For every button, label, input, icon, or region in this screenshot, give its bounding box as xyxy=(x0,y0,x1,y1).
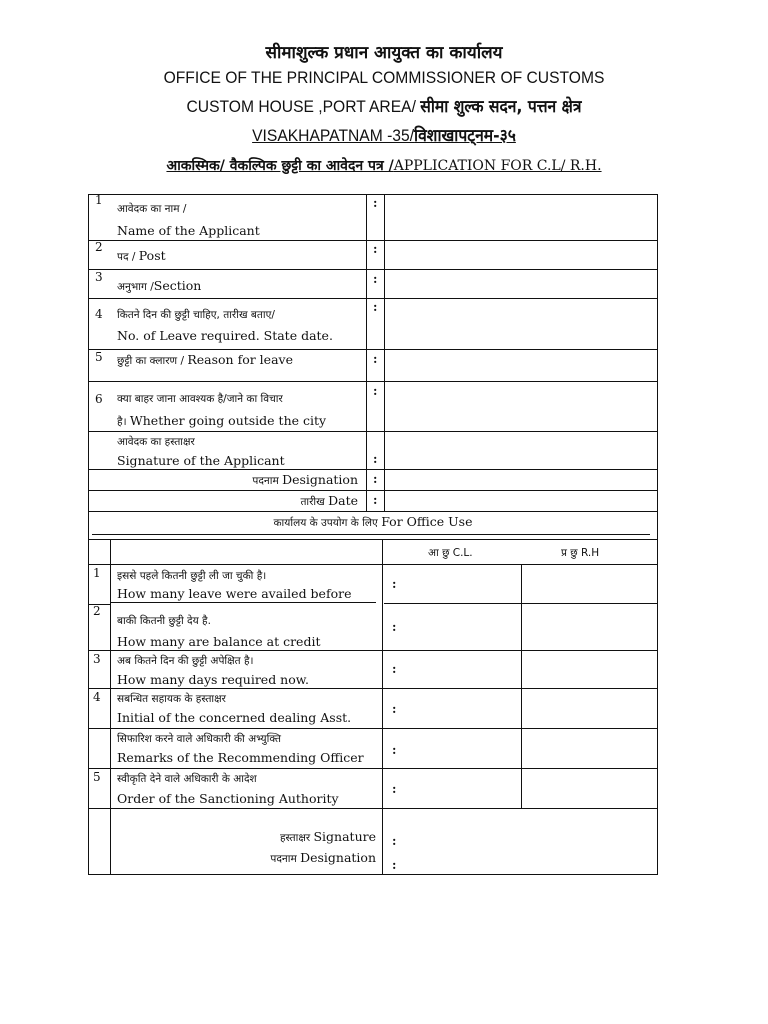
table-border xyxy=(88,539,89,875)
row-divider xyxy=(88,688,658,689)
colon: : xyxy=(373,300,378,314)
table-border xyxy=(657,539,658,875)
field-label-hindi: स्वीकृति देने वाले अधिकारी के आदेश xyxy=(117,773,257,785)
colon: : xyxy=(373,272,378,286)
field-label-hindi: पद / xyxy=(117,251,139,263)
row-number: 5 xyxy=(93,770,101,784)
recommending-cl-value[interactable] xyxy=(400,730,520,767)
field-label-hindi: तारीख xyxy=(300,496,329,508)
field-label-hindi-suffix: है। xyxy=(117,416,130,428)
row-divider xyxy=(110,602,376,603)
column-divider xyxy=(110,539,111,875)
field-label-hindi: आवेदक का हस्ताक्षर xyxy=(117,436,195,448)
leave-availed-cl-value[interactable] xyxy=(400,566,520,602)
table-border xyxy=(88,539,658,540)
row-divider xyxy=(88,381,658,382)
table-border xyxy=(657,194,658,540)
row-divider xyxy=(88,240,658,241)
column-divider xyxy=(366,194,367,511)
form-title-hindi: आकस्मिक/ वैकल्पिक छुट्टी का आवेदन पत्र / xyxy=(166,158,394,174)
field-label-hindi: हस्ताक्षर xyxy=(279,832,314,844)
table-border xyxy=(88,874,658,875)
form-title xyxy=(0,156,768,175)
date-value[interactable] xyxy=(386,492,656,510)
colon: : xyxy=(373,196,378,210)
row-number: 3 xyxy=(95,270,103,284)
office-address xyxy=(31,94,738,117)
office-city xyxy=(31,123,738,146)
form-title-english: APPLICATION FOR C.L/ R.H. xyxy=(393,158,602,174)
row-divider xyxy=(88,728,658,729)
column-header-cl-hindi: आ छु C.L. xyxy=(428,547,473,559)
field-label-designation: Designation xyxy=(282,472,358,487)
address-hindi: सीमा शुल्क सदन, पत्तन क्षेत्र xyxy=(420,97,582,117)
colon: : xyxy=(392,858,397,872)
field-label-recommending-officer: Remarks of the Recommending Officer xyxy=(117,750,364,765)
row-divider xyxy=(88,564,658,565)
section-value[interactable] xyxy=(386,271,656,297)
row-number: 5 xyxy=(95,350,103,364)
row-divider xyxy=(88,490,658,491)
row-number: 2 xyxy=(95,240,103,254)
field-label-leave-availed: How many leave were availed before xyxy=(117,586,352,601)
city-english: VISAKHAPATNAM -35/ xyxy=(252,126,415,145)
leave-availed-rh-value[interactable] xyxy=(523,566,656,602)
reason-value[interactable] xyxy=(386,351,656,380)
row-divider xyxy=(88,269,658,270)
field-label-officer-signature: Signature xyxy=(313,829,376,844)
office-title-english: OFFICE OF THE PRINCIPAL COMMISSIONER OF CUSTOMS xyxy=(163,68,605,87)
row-divider xyxy=(88,808,658,809)
sanctioning-cl-value[interactable] xyxy=(400,770,520,807)
officer-designation-value[interactable] xyxy=(400,847,656,871)
city-hindi: विशाखापट्नम-३५ xyxy=(414,126,516,146)
office-use-underline xyxy=(92,534,650,535)
column-header-rh-hindi: प्र छु R.H xyxy=(561,547,600,559)
colon: : xyxy=(373,242,378,256)
table-border xyxy=(88,194,89,540)
colon: : xyxy=(392,577,397,591)
field-label-officer-designation: Designation xyxy=(300,850,376,865)
colon: : xyxy=(392,702,397,716)
balance-credit-cl-value[interactable] xyxy=(400,605,520,649)
address-english: CUSTOM HOUSE ,PORT AREA/ xyxy=(186,97,421,116)
leave-required-value[interactable] xyxy=(386,300,656,348)
row-number: 4 xyxy=(95,307,103,321)
office-use-heading: For Office Use xyxy=(381,514,473,529)
officer-signature-value[interactable] xyxy=(400,820,656,844)
field-label-applicant-name: Name of the Applicant xyxy=(117,223,260,238)
field-label-hindi: आवेदक का नाम / xyxy=(117,203,187,215)
field-label-hindi: अब कितने दिन की छुट्टी अपेक्षित है। xyxy=(117,655,254,667)
post-value[interactable] xyxy=(386,242,656,268)
row-number: 4 xyxy=(93,690,101,704)
field-label-hindi: पदनाम xyxy=(252,475,283,487)
sanctioning-rh-value[interactable] xyxy=(523,770,656,807)
field-label-hindi: छुट्टी का क्लारण / xyxy=(117,355,188,367)
row-divider xyxy=(88,298,658,299)
row-divider xyxy=(88,469,658,470)
signature-value[interactable] xyxy=(386,433,656,468)
colon: : xyxy=(373,493,378,507)
table-border xyxy=(88,194,658,195)
dealing-asst-rh-value[interactable] xyxy=(523,690,656,727)
field-label-post: Post xyxy=(138,248,166,263)
row-divider xyxy=(88,650,658,651)
colon: : xyxy=(373,472,378,486)
row-number: 1 xyxy=(93,566,101,580)
field-label-reason: Reason for leave xyxy=(187,352,293,367)
applicant-name-value[interactable] xyxy=(386,196,656,239)
field-label-days-required: How many days required now. xyxy=(117,672,309,687)
row-number: 3 xyxy=(93,652,101,666)
office-title-hindi: सीमाशुल्क प्रधान आयुक्त का कार्यालय xyxy=(265,43,503,63)
field-label-signature: Signature of the Applicant xyxy=(117,453,285,468)
designation-value[interactable] xyxy=(386,471,656,489)
field-label-date: Date xyxy=(328,493,358,508)
days-required-cl-value[interactable] xyxy=(400,652,520,687)
colon: : xyxy=(392,834,397,848)
field-label-sanctioning-authority: Order of the Sanctioning Authority xyxy=(117,791,339,806)
dealing-asst-cl-value[interactable] xyxy=(400,690,520,727)
row-divider xyxy=(88,431,658,432)
field-label-hindi: इससे पहले कितनी छुट्टी ली जा चुकी है। xyxy=(117,570,267,582)
field-label-hindi: सबन्धित सहायक के हस्ताक्षर xyxy=(117,693,226,705)
colon: : xyxy=(392,662,397,676)
field-label-section: Section xyxy=(153,278,202,293)
balance-credit-rh-value[interactable] xyxy=(523,605,656,649)
row-divider xyxy=(88,768,658,769)
field-label-leave-required: No. of Leave required. State date. xyxy=(117,328,333,343)
colon: : xyxy=(373,452,378,466)
colon: : xyxy=(392,743,397,757)
days-required-rh-value[interactable] xyxy=(523,652,656,687)
column-divider xyxy=(521,564,522,809)
row-divider xyxy=(88,349,658,350)
field-label-hindi: सिफारिश करने वाले अधिकारी की अभ्युक्ति xyxy=(117,733,281,745)
field-label-hindi: क्या बाहर जाना आवश्यक है/जाने का विचार xyxy=(117,393,283,405)
column-divider xyxy=(384,194,385,511)
column-divider xyxy=(382,539,383,875)
colon: : xyxy=(392,620,397,634)
colon: : xyxy=(373,384,378,398)
colon: : xyxy=(373,352,378,366)
going-outside-value[interactable] xyxy=(386,383,656,430)
recommending-rh-value[interactable] xyxy=(523,730,656,767)
field-label-balance-credit: How many are balance at credit xyxy=(117,634,321,649)
field-label-hindi: कितने दिन की छुट्टी चाहिए, तारीख बताए/ xyxy=(117,309,275,321)
field-label-dealing-asst: Initial of the concerned dealing Asst. xyxy=(117,710,352,725)
row-number: 1 xyxy=(95,193,103,207)
field-label-hindi: अनुभाग / xyxy=(117,281,154,293)
field-label-hindi: बाकी कितनी छुट्टी देय है. xyxy=(117,615,211,627)
row-number: 6 xyxy=(95,392,103,406)
row-number: 2 xyxy=(93,604,101,618)
office-use-heading-hindi: कार्यालय के उपयोग के लिए xyxy=(273,517,382,529)
colon: : xyxy=(392,782,397,796)
row-divider xyxy=(88,511,658,512)
field-label-hindi: पदनाम xyxy=(270,853,301,865)
field-label-going-outside: Whether going outside the city xyxy=(129,413,327,428)
